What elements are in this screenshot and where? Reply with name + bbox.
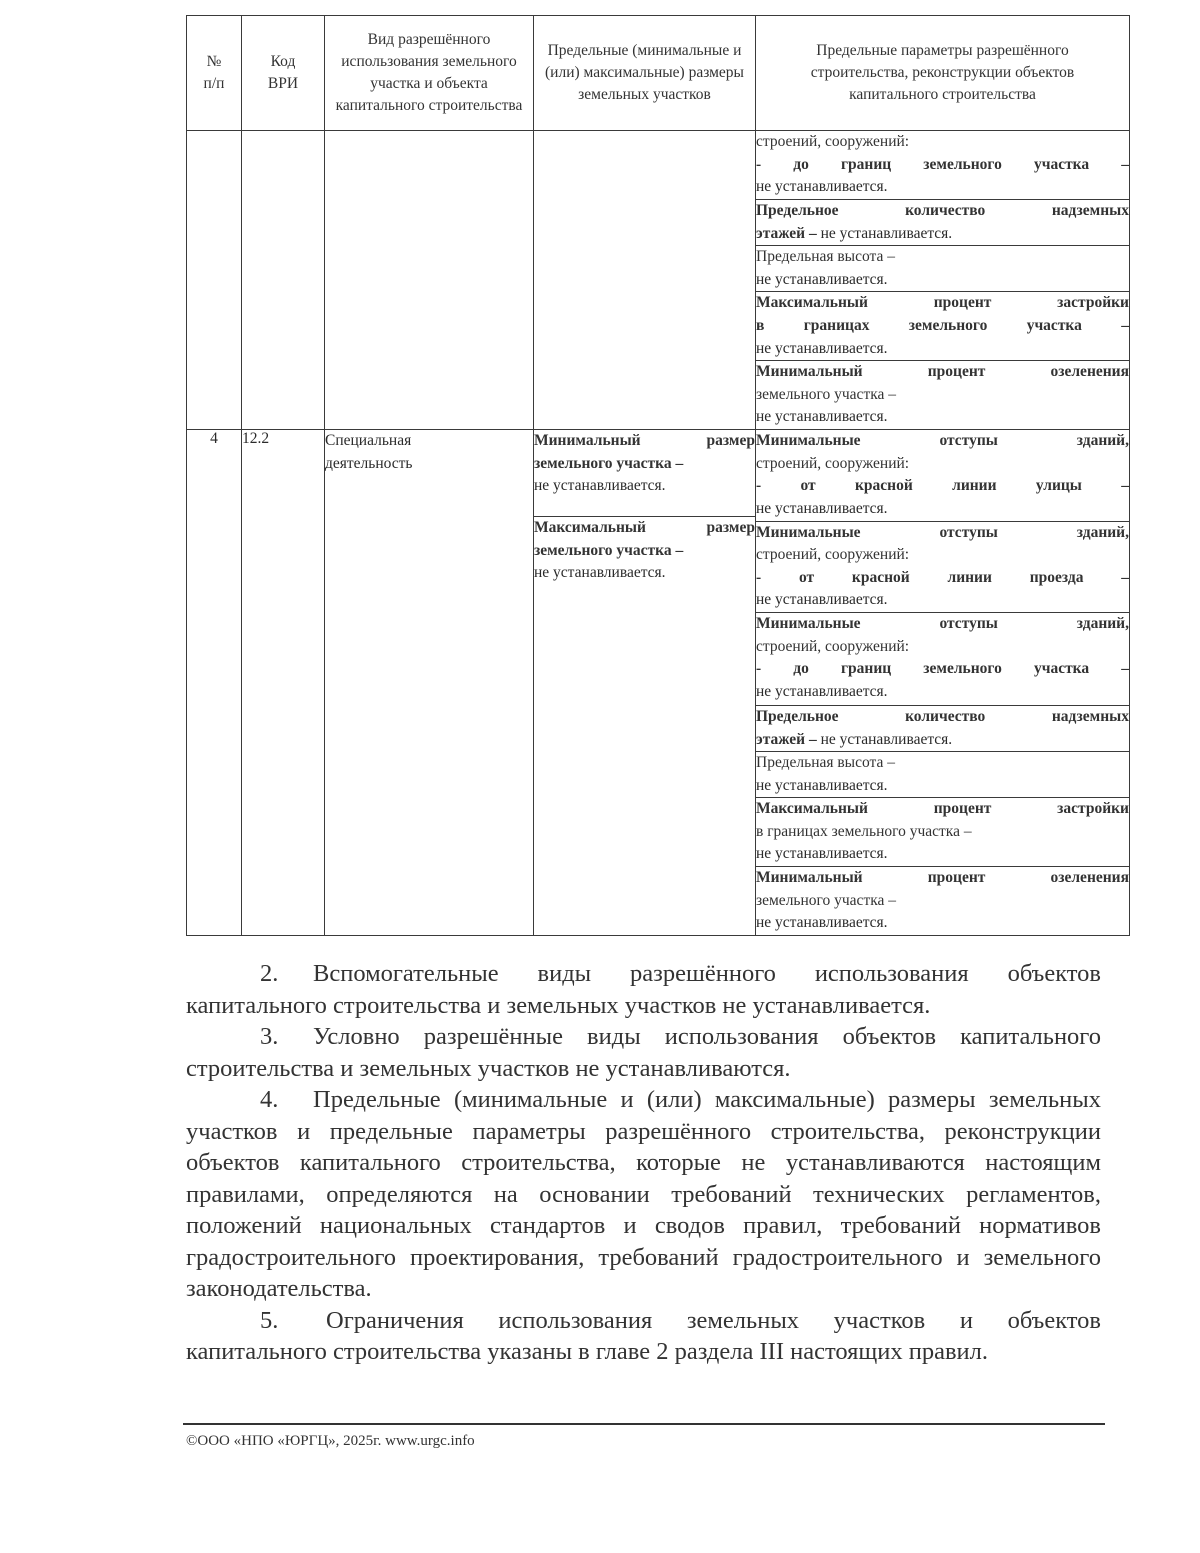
header-num: № п/п (187, 16, 242, 131)
cell-kind: Специальная деятельность (325, 430, 534, 936)
size-item: Минимальный размер земельного участка – не устанавливается. (534, 432, 755, 495)
cell-kind-empty (325, 131, 534, 430)
cell-params-continuation (756, 131, 1130, 430)
header-params: Предельные параметры разрешённого строительства, реконструкции объектов капитального строительства (756, 16, 1130, 131)
table-header-row (187, 16, 1130, 131)
param-item: Минимальные отступы зданий, строений, сооружений: - до границ земельного участка – не устанавливается. (756, 612, 1129, 705)
body-paragraphs (186, 958, 1101, 1368)
header-sizes: Предельные (минимальные и (или) максимальные) размеры земельных участков (534, 16, 756, 131)
cell-sizes (534, 430, 756, 936)
paragraph-3: 3. Условно разрешённые виды использования объектов капитального строительства и земельных участков не устанавливаются. (186, 1023, 1101, 1082)
footer-divider (183, 1423, 1105, 1425)
size-item: Максимальный размер земельного участка – не устанавливается. (534, 517, 755, 918)
header-code: Код ВРИ (242, 16, 325, 131)
param-item: Предельное количество надземных этажей – не устанавливается. (756, 200, 1129, 246)
param-item: Минимальные отступы зданий, строений, сооружений: - от красной линии улицы – не устанавливается. (756, 432, 1129, 517)
param-item: Максимальный процент застройки в границах земельного участка – не устанавливается. (756, 798, 1129, 867)
cell-sizes-empty (534, 131, 756, 430)
paragraph-2: 2. Вспомогательные виды разрешённого использования объектов капитального строительства и земельных участков не устанавливается. (186, 960, 1101, 1019)
param-item: Предельная высота – не устанавливается. (756, 246, 1129, 292)
paragraph-4: 4. Предельные (минимальные и (или) максимальные) размеры земельных участков и предельные параметры разрешённого строительства, реконструкции объектов капитального строительства, которые не устанавливаются настоящим правилами, определяются на основании требований технических регламентов, положений национальных стандартов и сводов правил, требований нормативов градостроительного проектирования, требований градостроительного и земельного законодательства. (186, 1086, 1101, 1302)
paragraph-5: 5. Ограничения использования земельных участков и объектов капитального строительства указаны в главе 2 раздела III настоящих правил. (186, 1306, 1101, 1365)
sizes-subtable (534, 430, 755, 917)
cell-num-empty (187, 131, 242, 430)
params-subtable (756, 131, 1129, 429)
cell-code: 12.2 (242, 430, 325, 936)
param-item: Предельная высота – не устанавливается. (756, 752, 1129, 798)
params-subtable (756, 430, 1129, 935)
cell-num: 4 (187, 430, 242, 936)
param-item: Минимальные отступы зданий, строений, сооружений: - от красной линии проезда – не устанавливается. (756, 521, 1129, 612)
param-item: Максимальный процент застройки в границах земельного участка – не устанавливается. (756, 292, 1129, 361)
param-item: Минимальный процент озеленения земельного участка – не устанавливается. (756, 867, 1129, 936)
table-row-continuation (187, 131, 1130, 430)
param-item: Предельное количество надземных этажей – не устанавливается. (756, 705, 1129, 751)
param-item: Минимальный процент озеленения земельного участка – не устанавливается. (756, 361, 1129, 430)
header-kind: Вид разрешённого использования земельного участка и объекта капитального строительства (325, 16, 534, 131)
footer-copyright: ©ООО «НПО «ЮРГЦ», 2025г. www.urgc.info (186, 1433, 475, 1449)
cell-code-empty (242, 131, 325, 430)
cell-params (756, 430, 1130, 936)
land-use-table (186, 15, 1130, 936)
param-item: строений, сооружений: - до границ земельного участка – не устанавливается. (756, 133, 1129, 196)
table-row-4 (187, 430, 1130, 936)
